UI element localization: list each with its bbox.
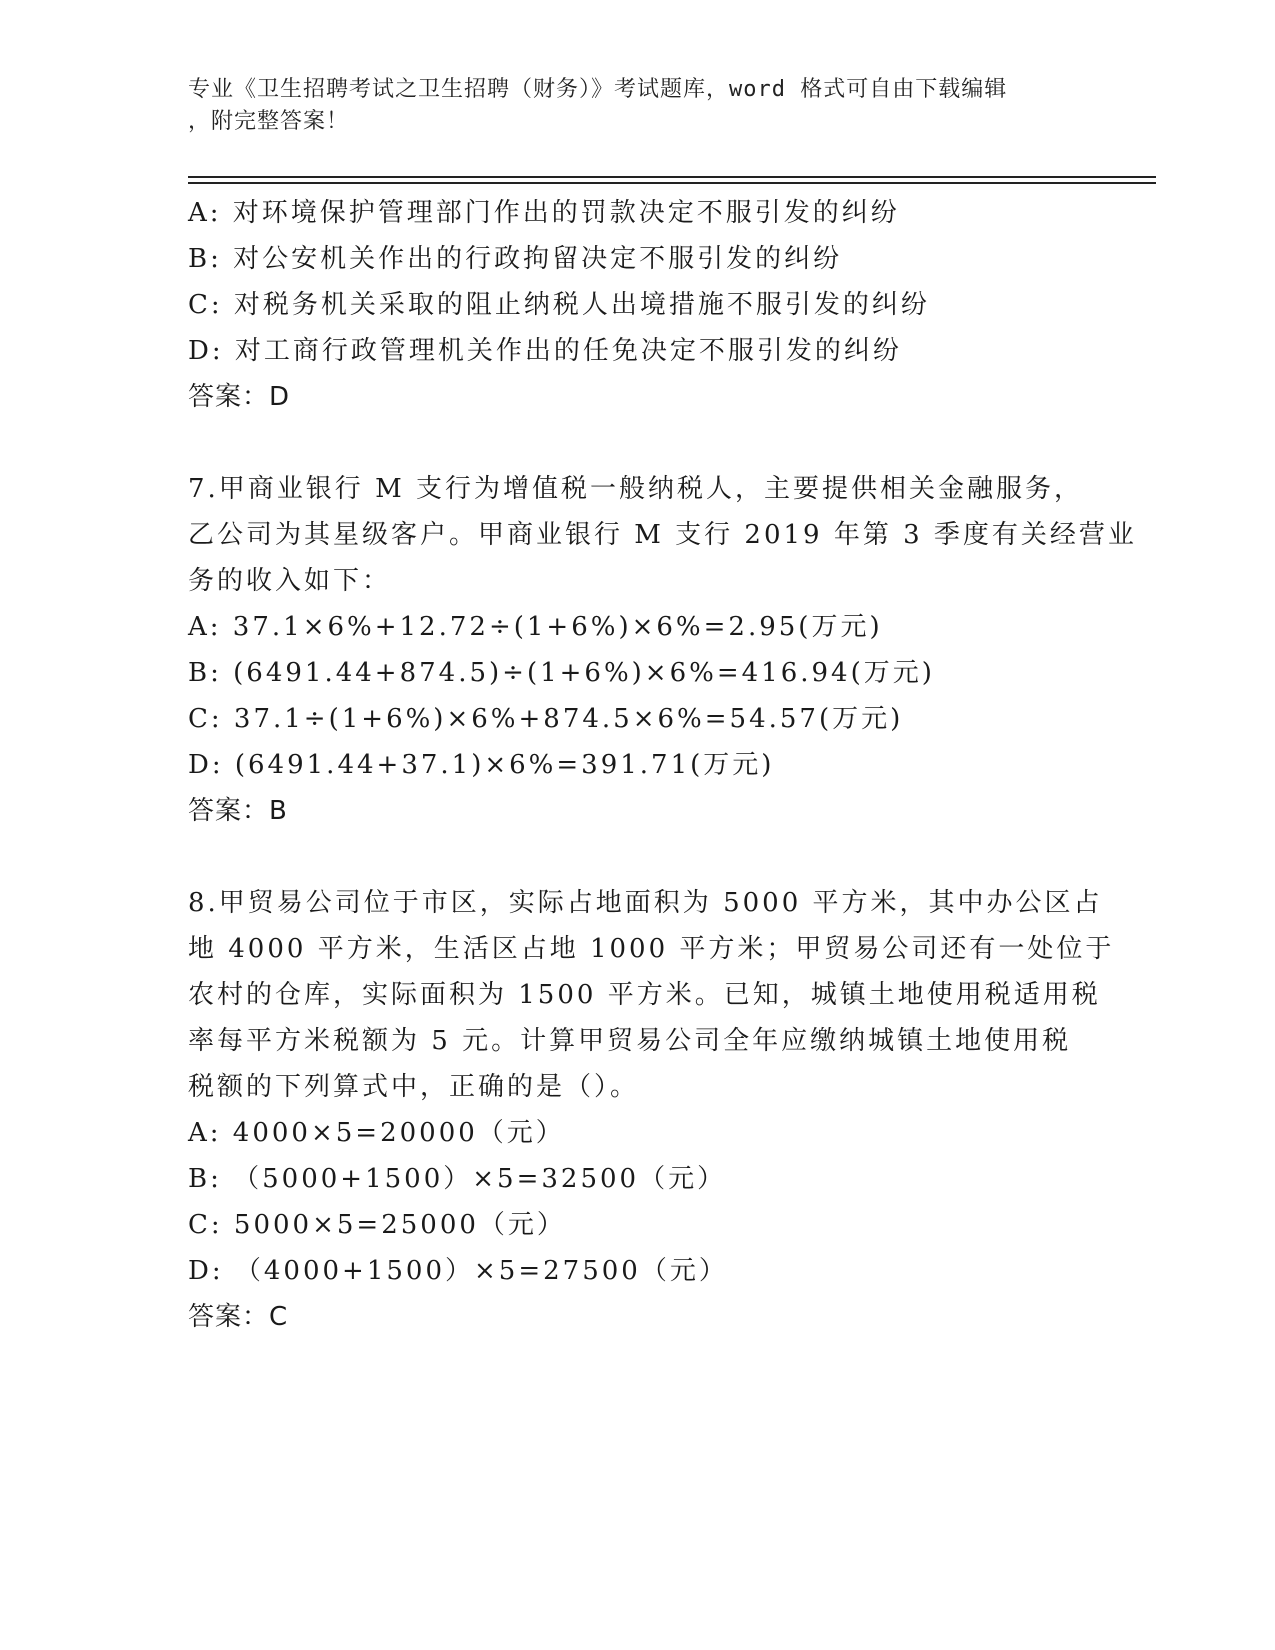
question-8 [188,880,1115,1340]
q8-stem-line-1: 8.甲贸易公司位于市区，实际占地面积为 5000 平方米，其中办公区占 [188,888,1103,918]
header-line-2: ，附完整答案！ [188,109,350,134]
q8-stem-line-4: 率每平方米税额为 5 元。计算甲贸易公司全年应缴纳城镇土地使用税 [188,1026,1072,1056]
header-divider-top [188,176,1156,178]
document-header [188,74,1068,138]
spacer [188,834,1088,880]
q6-option-d: D: 对工商行政管理机关作出的任免决定不服引发的纠纷 [188,336,902,366]
q8-option-d: D: （4000+1500）×5=27500（元） [188,1256,728,1286]
q7-stem-line-2: 乙公司为其星级客户。甲商业银行 M 支行 2019 年第 3 季度有关经营业 [188,520,1137,550]
header-line-1: 专业《卫生招聘考试之卫生招聘（财务）》考试题库，word 格式可自由下载编辑 [188,77,1008,102]
q7-stem-line-1: 7.甲商业银行 M 支行为增值税一般纳税人，主要提供相关金融服务， [188,474,1083,504]
question-7 [188,466,1137,834]
header-divider-bottom [188,182,1156,184]
q6-option-b: B: 对公安机关作出的行政拘留决定不服引发的纠纷 [188,244,843,274]
q8-option-b: B: （5000+1500）×5=32500（元） [188,1164,727,1194]
q7-answer: 答案：B [188,796,288,826]
q7-option-d: D: (6491.44+37.1)×6%=391.71(万元) [188,750,775,780]
q7-option-b: B: (6491.44+874.5)÷(1+6%)×6%=416.94(万元) [188,658,935,688]
q7-stem-line-3: 务的收入如下： [188,566,392,596]
q7-option-a: A: 37.1×6%+12.72÷(1+6%)×6%=2.95(万元) [188,612,883,642]
q8-stem-line-5: 税额的下列算式中，正确的是（）。 [188,1072,640,1102]
q8-stem-line-2: 地 4000 平方米，生活区占地 1000 平方米；甲贸易公司还有一处位于 [188,934,1115,964]
question-6 [188,190,1088,420]
q8-stem-line-3: 农村的仓库，实际面积为 1500 平方米。已知，城镇土地使用税适用税 [188,980,1101,1010]
document-body [188,190,1137,1340]
q8-answer: 答案：C [188,1302,289,1332]
spacer [188,420,1088,466]
q8-option-a: A: 4000×5=20000（元） [188,1118,565,1148]
q6-option-c: C: 对税务机关采取的阻止纳税人出境措施不服引发的纠纷 [188,290,930,320]
q7-option-c: C: 37.1÷(1+6%)×6%+874.5×6%=54.57(万元) [188,704,904,734]
q6-option-a: A: 对环境保护管理部门作出的罚款决定不服引发的纠纷 [188,198,900,228]
q6-answer: 答案：D [188,382,291,412]
q8-option-c: C: 5000×5=25000（元） [188,1210,566,1240]
